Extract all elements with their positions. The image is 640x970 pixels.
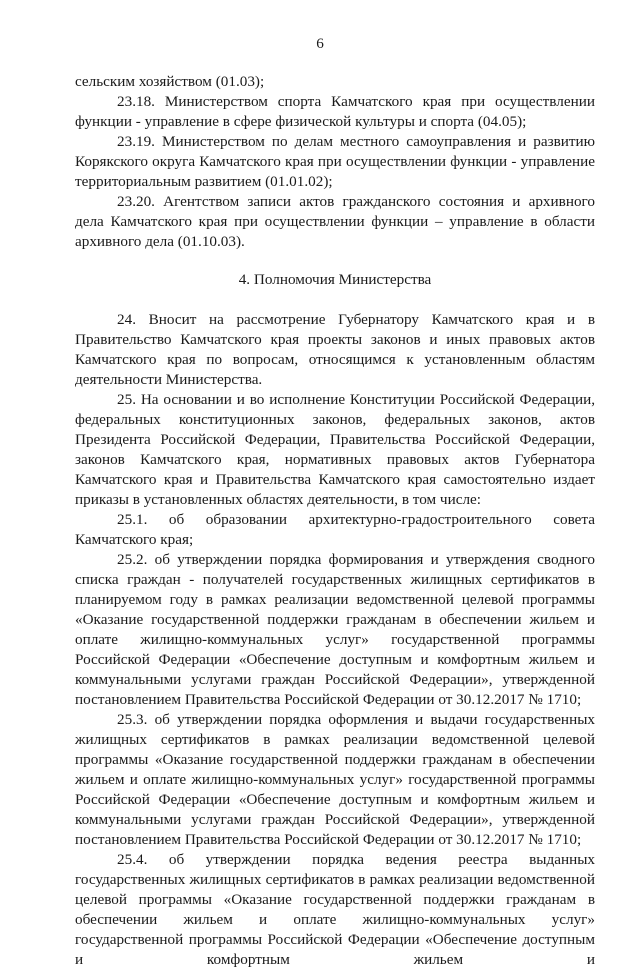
document-body: [75, 72, 595, 970]
paragraph-25-1: 25.1. об образовании архитектурно-градостроительного совета Камчатского края;: [75, 511, 595, 548]
paragraph-23-19: 23.19. Министерством по делам местного самоуправления и развитию Корякского округа Камчатского края при осуществлении функции - управление территориальным развитием (01.01.02);: [75, 133, 595, 190]
paragraph-25: 25. На основании и во исполнение Конституции Российской Федерации, федеральных конституционных законов, федеральных законов, актов Президента Российской Федерации, Правительства Российской Федерации, законов Камчатского края, нормативных правовых актов Губернатора Камчатского края и Правительства Камчатского края самостоятельно издает приказы в установленных областях деятельности, в том числе:: [75, 391, 595, 508]
paragraph-25-3: 25.3. об утверждении порядка оформления и выдачи государственных жилищных сертификатов в рамках реализации ведомственной целевой программы «Оказание государственной поддержки гражданам в обеспечении жильем и оплате жилищно-коммунальных услуг» государственной программы Российской Федерации «Обеспечение доступным и комфортным жильем и коммунальными услугами граждан Российской Федерации», утвержденной постановлением Правительства Российской Федерации от 30.12.2017 № 1710;: [75, 711, 595, 848]
paragraph-23-18: 23.18. Министерством спорта Камчатского края при осуществлении функции - управление в сфере физической культуры и спорта (04.05);: [75, 93, 595, 130]
paragraph-25-2: 25.2. об утверждении порядка формирования и утверждения сводного списка граждан - получателей государственных жилищных сертификатов в планируемом году в рамках реализации ведомственной целевой программы «Оказание государственной поддержки гражданам в обеспечении жильем и оплате жилищно-коммунальных услуг» государственной программы Российской Федерации «Обеспечение доступным и комфортным жильем и коммунальными услугами граждан Российской Федерации», утвержденной постановлением Правительства Российской Федерации от 30.12.2017 № 1710;: [75, 551, 595, 708]
paragraph-23-20: 23.20. Агентством записи актов гражданского состояния и архивного дела Камчатского края при осуществлении функции – управление в области архивного дела (01.10.03).: [75, 193, 595, 250]
section-heading: 4. Полномочия Министерства: [238, 271, 432, 288]
paragraph-25-4: 25.4. об утверждении порядка ведения реестра выданных государственных жилищных сертификатов в рамках реализации ведомственной целевой программы «Оказание государственной поддержки гражданам в обеспечении жильем и оплате жилищно-коммунальных услуг» государственной программы Российской Федерации «Обеспечение доступным и комфортным жильем и: [75, 851, 595, 968]
paragraph-continuation: сельским хозяйством (01.03);: [75, 73, 265, 90]
page-number: 6: [316, 35, 324, 52]
paragraph-24: 24. Вносит на рассмотрение Губернатору Камчатского края и в Правительство Камчатского края проекты законов и иных правовых актов Камчатского края по вопросам, относящимся к установленным областям деятельности Министерства.: [75, 311, 595, 388]
